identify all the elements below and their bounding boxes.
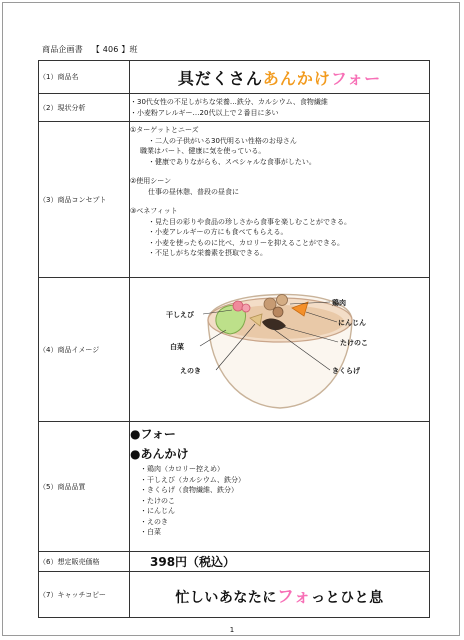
label-cabbage: 白菜	[170, 343, 184, 351]
label-mushroom: きくらげ	[332, 367, 360, 375]
chicken-illustration	[273, 307, 283, 317]
concept-target-line: 職業はパート、健康に気を使っている。	[140, 147, 266, 155]
concept-scene-line: 仕事の昼休憩、普段の昼食に	[148, 187, 239, 196]
concept-target-line: ・二人の子供がいる30代明るい性格のお母さん	[148, 136, 297, 145]
label-enoki: えのき	[180, 367, 201, 375]
concept-benefit-line: ・見た目の彩りや食品の珍しさから食事を楽しむことができる。	[148, 217, 351, 226]
catchcopy-part2: フォ	[276, 587, 312, 607]
concept-target-heading: ①ターゲットとニーズ	[130, 126, 199, 134]
label-quality: （5）商品品質	[39, 422, 130, 552]
product-name-part1: 具だくさん	[177, 68, 263, 88]
label-bamboo: たけのこ	[340, 339, 368, 347]
product-name-cell	[130, 61, 430, 94]
concept-target-line: ・健康でありながらも、スペシャルな食事がしたい。	[148, 157, 316, 166]
header-prefix: 商品企画書	[42, 45, 83, 54]
quality-cell	[130, 422, 430, 552]
label-catchcopy: （7）キャッチコピー	[39, 572, 130, 618]
ingredient-item: ・きくらげ（食物繊維、鉄分）	[140, 486, 238, 494]
shrimp-illustration	[242, 304, 250, 312]
row-analysis	[39, 94, 430, 122]
row-quality	[39, 422, 430, 552]
ingredient-item: ・たけのこ	[140, 496, 175, 505]
label-carrot: にんじん	[338, 319, 366, 327]
price-cell	[130, 552, 430, 572]
concept-benefit-heading: ③ベネフィット	[130, 207, 178, 215]
analysis-line: ・小麦粉アレルギー…20代以上で２番目に多い	[130, 108, 279, 117]
concept-benefit-line: ・小麦を使ったものに比べ、カロリーを抑えることができる。	[148, 238, 344, 247]
product-plan-table	[38, 60, 430, 618]
ingredient-item: ・えのき	[140, 517, 168, 526]
label-analysis: （2）現状分析	[39, 94, 130, 122]
page-number: 1	[229, 626, 235, 634]
ingredient-item: ・白菜	[140, 528, 161, 536]
product-name-title	[130, 66, 429, 89]
row-image	[39, 278, 430, 422]
header-bracket-open: 【	[91, 45, 100, 54]
concept-benefit-line: ・小麦アレルギーの方にも食べてもらえる。	[148, 228, 288, 236]
concept-benefit-line: ・不足しがちな栄養素を摂取できる。	[148, 249, 267, 257]
header-bracket-close: 】班	[121, 45, 138, 54]
product-illustration	[130, 278, 431, 421]
catchcopy-text	[130, 582, 429, 607]
ingredient-item: ・鶏肉（カロリー控えめ）	[140, 465, 224, 473]
team-number: 406	[102, 45, 119, 54]
label-image: （4）商品イメージ	[39, 278, 130, 422]
product-name-part3: フォー	[330, 68, 382, 88]
label-concept: （3）商品コンセプト	[39, 122, 130, 278]
analysis-cell	[130, 94, 430, 122]
catchcopy-cell	[130, 572, 430, 618]
product-name-part2: あんかけ	[262, 68, 331, 88]
row-product-name	[39, 61, 430, 94]
ingredient-item: ・干しえび（カルシウム、鉄分）	[140, 475, 245, 484]
image-cell	[130, 278, 430, 422]
label-price: （6）想定販売価格	[39, 552, 130, 572]
analysis-line: ・30代女性の不足しがちな栄養…鉄分、カルシウム、食物繊維	[130, 98, 328, 106]
shrimp-illustration	[233, 301, 243, 311]
row-concept	[39, 122, 430, 278]
label-product-name: （1）商品名	[39, 61, 130, 94]
chicken-illustration	[277, 295, 288, 306]
label-chicken: 鶏肉	[332, 299, 346, 307]
document-header	[42, 44, 144, 55]
quality-item-pho: ●フォー	[130, 427, 176, 441]
price-value: 398円（税込）	[150, 555, 236, 569]
quality-item-ankake: ●あんかけ	[130, 447, 189, 461]
label-shrimp: 干しえび	[166, 311, 194, 319]
catchcopy-part3: っとひと息	[311, 590, 384, 606]
ingredient-item: ・にんじん	[140, 507, 175, 515]
concept-cell	[130, 122, 430, 278]
concept-scene-heading: ②使用シーン	[130, 177, 172, 185]
row-price	[39, 552, 430, 572]
row-catchcopy	[39, 572, 430, 618]
catchcopy-part1: 忙しいあなたに	[175, 590, 277, 606]
